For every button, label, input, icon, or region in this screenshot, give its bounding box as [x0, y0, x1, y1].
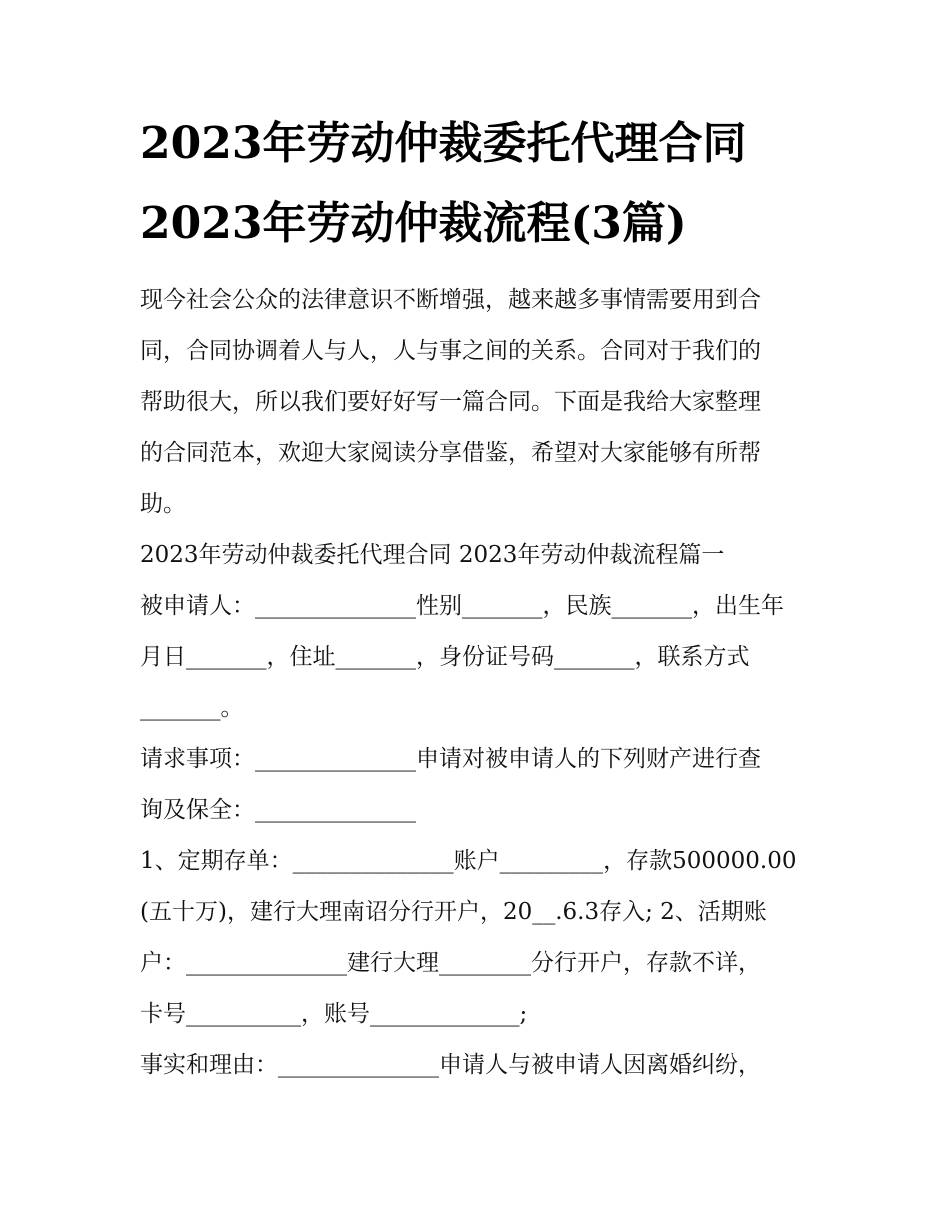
- property-item-line: 1、定期存单：______________账户_________，存款500000.00: [140, 848, 797, 874]
- document-title-line-1: 2023年劳动仲裁委托代理合同: [140, 118, 747, 169]
- document-title-line-2: 2023年劳动仲裁流程(3篇): [140, 198, 687, 249]
- request-line: 请求事项：______________申请对被申请人的下列财产进行查: [140, 746, 761, 772]
- respondent-info-line: 被申请人：______________性别_______，民族_______，出生年: [140, 593, 784, 619]
- intro-paragraph-line: 的合同范本，欢迎大家阅读分享借鉴，希望对大家能够有所帮: [140, 440, 761, 466]
- intro-paragraph-line: 现今社会公众的法律意识不断增强，越来越多事情需要用到合: [140, 287, 761, 313]
- intro-paragraph-line: 同，合同协调着人与人，人与事之间的关系。合同对于我们的: [140, 338, 761, 364]
- request-line: 询及保全：______________: [140, 797, 416, 823]
- facts-line: 事实和理由：______________申请人与被申请人因离婚纠纷，: [140, 1052, 761, 1078]
- respondent-info-line: 月日_______，住址_______，身份证号码_______，联系方式: [140, 644, 750, 670]
- property-item-line: 卡号__________，账号_____________;: [140, 1001, 528, 1027]
- intro-paragraph-line: 帮助很大，所以我们要好好写一篇合同。下面是我给大家整理: [140, 389, 761, 415]
- section-heading: 2023年劳动仲裁委托代理合同 2023年劳动仲裁流程篇一: [140, 542, 725, 568]
- intro-paragraph-line: 助。: [140, 491, 186, 517]
- property-item-line: 户：______________建行大理________分行开户，存款不详，: [140, 950, 761, 976]
- respondent-info-line: _______。: [140, 695, 244, 721]
- property-item-line: (五十万)，建行大理南诏分行开户，20__.6.3存入; 2、活期账: [140, 899, 767, 925]
